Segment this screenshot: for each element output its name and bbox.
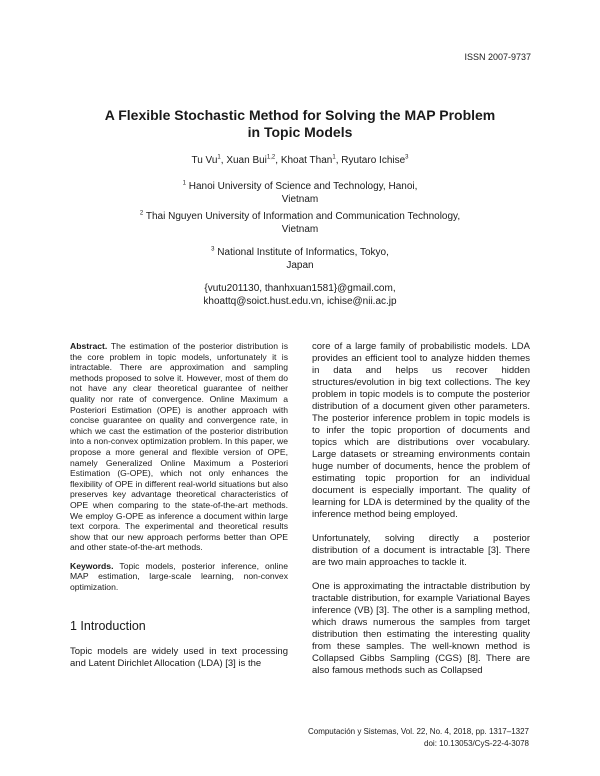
affiliation-3 xyxy=(60,246,540,272)
abstract-column xyxy=(70,341,288,601)
affiliation-line: Vietnam xyxy=(281,194,319,205)
author-name: Tu Vu xyxy=(191,155,218,166)
author-name: Xuan Bui xyxy=(226,155,267,166)
affiliation-1 xyxy=(60,180,540,206)
author-name: Ryutaro Ichise xyxy=(341,155,406,166)
keywords-text: Topic models, posterior inference, online MAP estimation, large-scale learning, non-convex optimization. xyxy=(70,560,288,593)
section-heading-introduction: 1 Introduction xyxy=(70,619,146,633)
page-footer xyxy=(308,726,529,750)
abstract-label: Abstract. xyxy=(70,341,108,351)
intro-paragraph: Topic models are widely used in text processing and Latent Dirichlet Allocation (LDA) [3] is the xyxy=(70,646,288,669)
body-paragraph: Unfortunately, solving directly a posterior distribution of a document is intractable [3]. There are two main approaches to tackle it. xyxy=(312,533,530,568)
email-line: khoattq@soict.hust.edu.vn, ichise@nii.ac.jp xyxy=(203,296,397,307)
title-line-1: A Flexible Stochastic Method for Solving the MAP Problem xyxy=(104,107,496,123)
issn-label: ISSN 2007-9737 xyxy=(464,52,531,62)
affiliation-mark: 1 xyxy=(182,180,186,187)
author-affiliation-mark: 1,2 xyxy=(266,154,276,161)
author-name: Khoat Than xyxy=(280,155,333,166)
paper-title xyxy=(60,107,540,141)
journal-citation: Computación y Sistemas, Vol. 22, No. 4, 2018, pp. 1317–1327 xyxy=(307,727,529,736)
affiliation-mark: 2 xyxy=(139,210,144,217)
affiliation-line: National Institute of Informatics, Tokyo, xyxy=(217,247,389,258)
body-paragraph: One is approximating the intractable distribution by tractable distribution, for example Variational Bayes inference (VB) [3]. The other is a sampling method, which draws numerous the samples from target distribution then estimating the interesting quality from these samples. The well-known method is Collapsed Gibbs Sampling (CGS) [8]. There are also famous methods such as Collapsed xyxy=(312,581,530,676)
abstract-text: The estimation of the posterior distribution is the core problem in topic models, unfortunately it is intractable. There are approximation and sampling methods proposed to solve it. However, most of them do not have any clear theoretical guarantee of neither quality nor rate of convergence. Online Maximum a Posteriori Estimation (OPE) is another approach with concise guarantee on quality and convergence rate, in which we cast the estimation of the posterior distribution into a non-convex optimization problem. In this paper, we propose a more general and flexible version of OPE, namely Generalized Online Maximum a Posteriori Estimation (G-OPE), which not only enhances the flexibility of OPE in different real-world situations but also preserves key advantage theoretical characteristics of OPE when comparing to the state-of-the-art methods. We employ G-OPE as inference a document within large text corpora. The experimental and theoretical results show that our new approach performs better than OPE and other state-of-the-art methods. xyxy=(70,341,288,553)
affiliation-line: Japan xyxy=(286,260,314,271)
email-line: {vutu201130, thanhxuan1581}@gmail.com, xyxy=(204,283,396,294)
author-affiliation-mark: 3 xyxy=(405,154,409,161)
affiliation-line: Hanoi University of Science and Technology, Hanoi, xyxy=(188,181,418,192)
author-affiliation-mark: 1 xyxy=(332,154,336,161)
right-column xyxy=(312,341,530,689)
keywords-paragraph xyxy=(70,561,288,593)
affiliation-2 xyxy=(60,210,540,236)
keywords-label: Keywords. xyxy=(70,560,114,571)
author-affiliation-mark: 1 xyxy=(217,154,221,161)
affiliation-line: Thai Nguyen University of Information and Communication Technology, xyxy=(145,211,461,222)
body-paragraph: core of a large family of probabilistic models. LDA provides an efficient tool to analyze hidden themes in data and helps us recover hidden structures/evolution in big text collections. The key problem in topic models is to compute the posterior distribution of a document given other parameters. The posterior inference problem in topic models is to infer the topic proportion of documents and topics which are distributions over vocabulary. Large datasets or streaming environments contain huge number of documents, hence the problem of estimating topic proportion for an individual document is especially important. The quality of learning for LDA is determined by the quality of the inference method being employed. xyxy=(312,341,530,520)
author-emails xyxy=(60,282,540,308)
title-line-2: in Topic Models xyxy=(247,124,353,140)
affiliation-line: Vietnam xyxy=(281,224,319,235)
author-list: Tu Vu$^1$, Xuan Bui$^{1,2}$, Khoat Than$^1$, Ryutaro Ichise$^3$ xyxy=(191,154,409,166)
doi-label: doi: 10.13053/CyS-22-4-3078 xyxy=(424,739,529,748)
affiliation-mark: 3 xyxy=(211,246,215,253)
abstract-paragraph xyxy=(70,341,288,553)
